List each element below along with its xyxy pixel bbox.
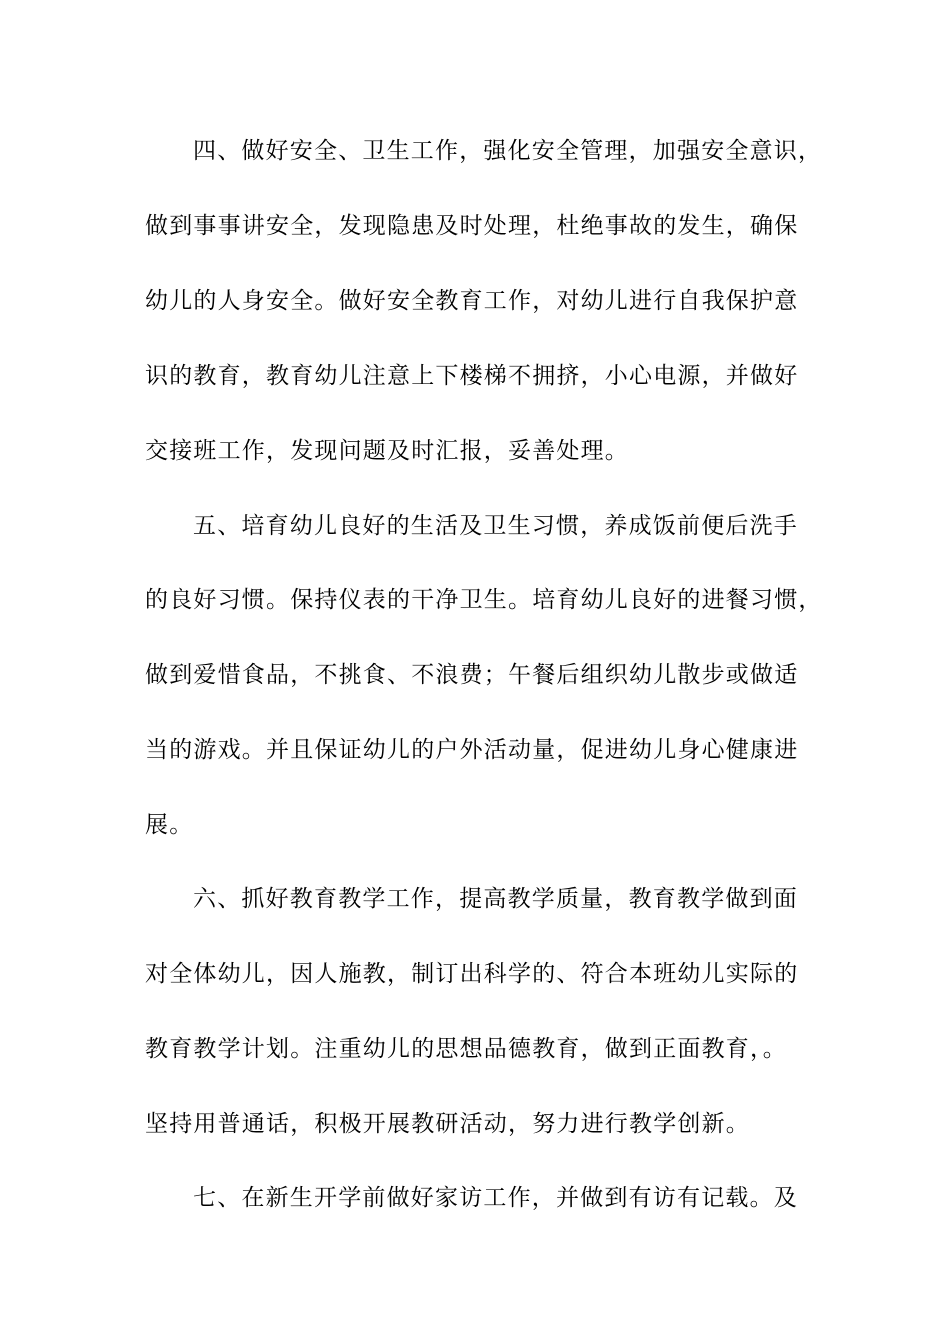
paragraph-6-line-1: 六、抓好教育教学工作，提高教学质量，教育教学做到面 <box>193 886 798 912</box>
paragraph-4-line-5: 交接班工作，发现问题及时汇报，妥善处理。 <box>145 438 629 464</box>
paragraph-5-line-4: 当的游戏。并且保证幼儿的户外活动量，促进幼儿身心健康进 <box>145 737 799 763</box>
paragraph-5-line-2: 的良好习惯。保持仪表的干净卫生。培育幼儿良好的进餐习惯， <box>145 587 823 613</box>
paragraph-5-line-5: 展。 <box>145 812 194 838</box>
paragraph-5-line-3: 做到爱惜食品，不挑食、不浪费；午餐后组织幼儿散步或做适 <box>145 662 799 688</box>
paragraph-6-line-3: 教育教学计划。注重幼儿的思想品德教育，做到正面教育，。 <box>145 1036 787 1062</box>
paragraph-4-line-2: 做到事事讲安全，发现隐患及时处理，杜绝事故的发生，确保 <box>145 213 799 239</box>
paragraph-4-line-1: 四、做好安全、卫生工作，强化安全管理，加强安全意识， <box>193 138 823 164</box>
paragraph-7-line-1: 七、在新生开学前做好家访工作，并做到有访有记载。及 <box>193 1185 798 1211</box>
paragraph-5-line-1: 五、培育幼儿良好的生活及卫生习惯，养成饭前便后洗手 <box>193 513 798 539</box>
paragraph-6-line-4: 坚持用普通话，积极开展教研活动，努力进行教学创新。 <box>145 1111 750 1137</box>
paragraph-6-line-2: 对全体幼儿，因人施教，制订出科学的、符合本班幼儿实际的 <box>145 961 799 987</box>
paragraph-4-line-3: 幼儿的人身安全。做好安全教育工作，对幼儿进行自我保护意 <box>145 288 799 314</box>
paragraph-4-line-4: 识的教育，教育幼儿注意上下楼梯不拥挤，小心电源，并做好 <box>145 363 799 389</box>
